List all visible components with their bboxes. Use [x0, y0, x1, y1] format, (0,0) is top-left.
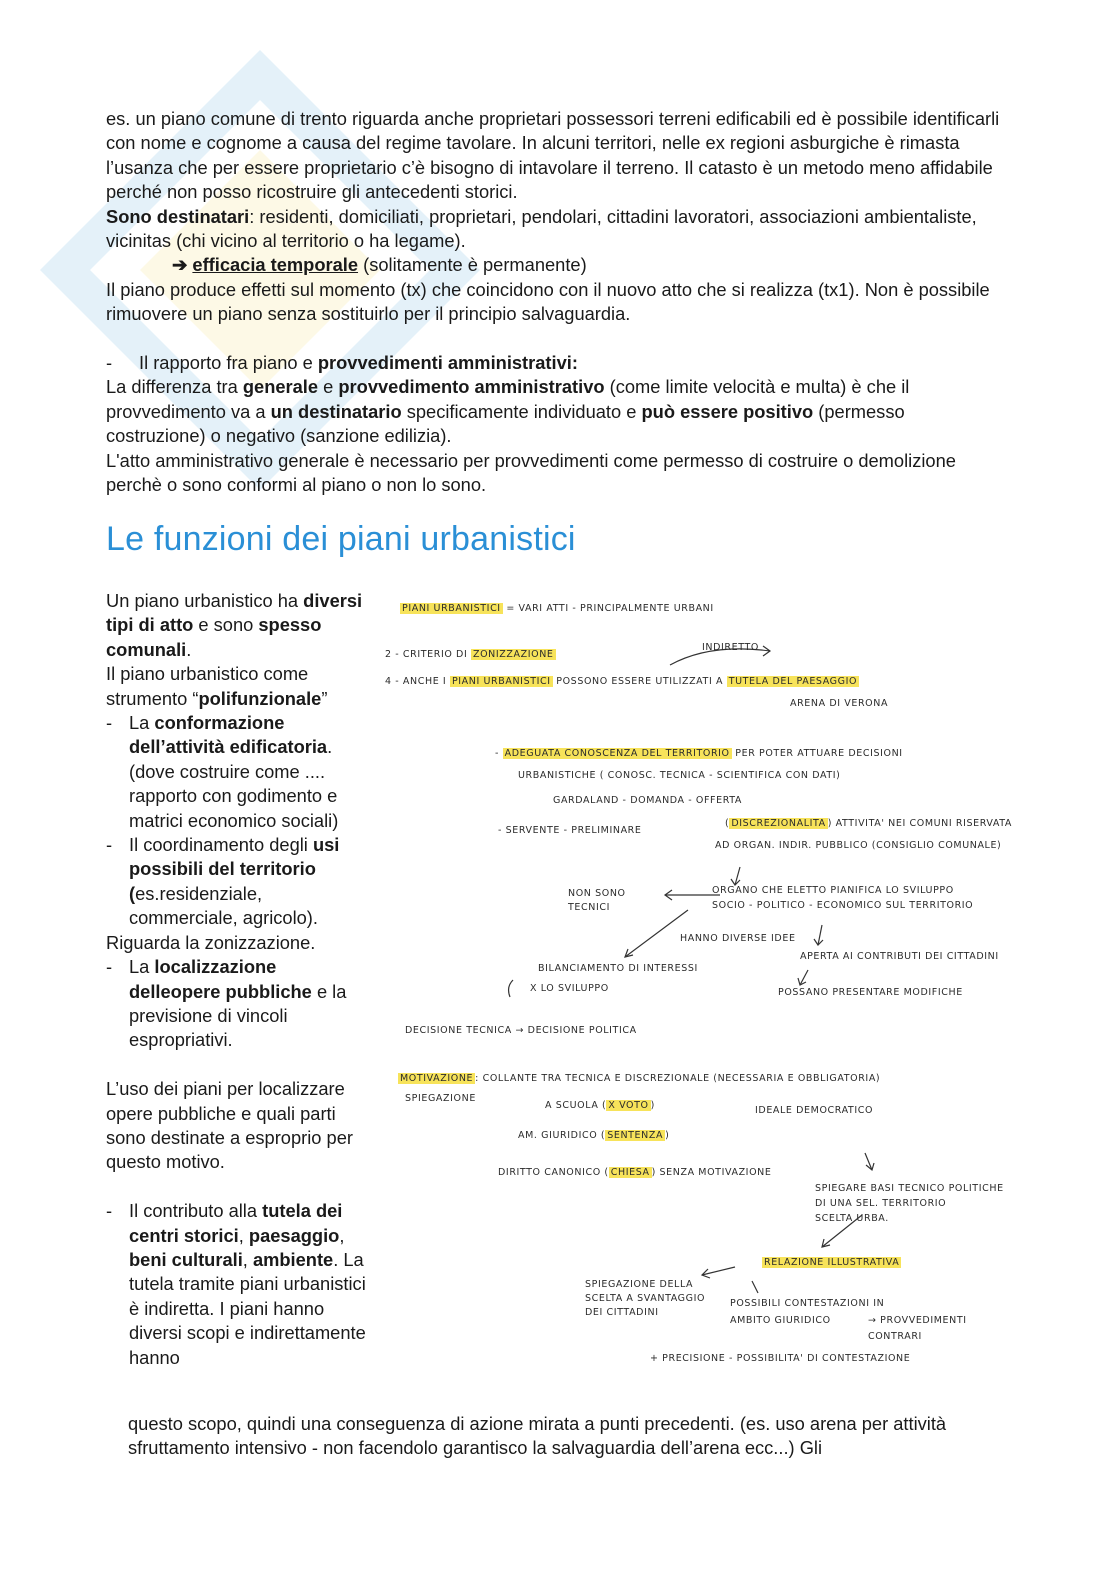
note-3: INDIRETTO [702, 642, 759, 653]
note-17: X LO SVILUPPO [530, 983, 609, 994]
bullet-localizzazione: - La localizzazione delleopere pubbliche e la previsione di vincoli espropriativi. [106, 955, 368, 1053]
note-7: URBANISTICHE ( CONOSC. TECNICA - SCIENTIFICA CON DATI) [518, 770, 841, 781]
note-24: IDEALE DEMOCRATICO [755, 1105, 874, 1116]
note-19: POSSANO PRESENTARE MODIFICHE [778, 987, 963, 998]
note-25: AM. GIURIDICO ( SENTENZA ) [518, 1130, 670, 1141]
left-column: Un piano urbanistico ha diversi tipi di atto e sono spesso comunali. Il piano urbanistico come strumento “polifunzionale” - La conformazione dell’attività edificatoria. (dove costruire come .... rapporto con godimento e matrici economico sociali) - Il coordinamento degli usi possibili del territorio (es.residenziale, commerciale, agricolo). Riguarda la zonizzazione. - La localizzazione delleopere pubbliche e la previsione di vincoli espropriativi. L’uso dei piani per localizzare opere pubbliche e quali parti sono destinate a esproprio per questo motivo. - Il contributo alla tutela dei centri storici, paesaggio, beni culturali, ambiente. La tutela tramite piani urbanistici è indiretta. I piani hanno diversi scopi e indirettamente hanno [106, 589, 368, 1370]
note-15: HANNO DIVERSE IDEE [680, 933, 796, 944]
paragraph-differenza: La differenza tra generale e provvedimento amministrativo (come limite velocità e multa) è che il provvedimento va a un destinatario specificamente individuato e può essere positivo (permesso costruzione) o negativo (sanzione edilizia). [106, 376, 910, 447]
paragraph-atto: L'atto amministrativo generale è necessario per provvedimenti come permesso di costruire o demolizione perchè o sono conformi al piano o non lo sono. [106, 449, 956, 496]
note-5: ARENA DI VERONA [790, 698, 889, 709]
note-28: RELAZIONE ILLUSTRATIVA [764, 1257, 900, 1268]
note-31: → PROVVEDIMENTI CONTRARI [868, 1315, 967, 1342]
bullet-tutela: - Il contributo alla tutela dei centri storici, paesaggio, beni culturali, ambiente. La tutela tramite piani urbanistici è indiretta. I piani hanno diversi scopi e indirettamente hanno [106, 1199, 368, 1370]
note-21: MOTIVAZIONE : COLLANTE TRA TECNICA E DISCREZIONALE (NECESSARIA E OBBLIGATORIA) [400, 1073, 881, 1084]
efficacia-line: ➔ efficacia temporale (solitamente è permanente) [172, 254, 587, 276]
note-2: 2 - CRITERIO DI ZONIZZAZIONE [385, 649, 554, 660]
note-6: - ADEGUATA CONOSCENZA DEL TERRITORIO PER POTER ATTUARE DECISIONI [495, 748, 903, 759]
note-12: NON SONO TECNICI [568, 888, 626, 913]
note-11: AD ORGAN. INDIR. PUBBLICO (CONSIGLIO COMUNALE) [715, 840, 1002, 851]
note-30: POSSIBILI CONTESTAZIONI IN AMBITO GIURIDICO [730, 1298, 885, 1326]
note-16: BILANCIAMENTO DI INTERESSI [538, 963, 698, 974]
note-8: GARDALAND - DOMANDA - OFFERTA [553, 795, 742, 806]
note-13: ORGANO CHE ELETTO PIANIFICA LO SVILUPPO [712, 885, 954, 896]
tail-paragraph: questo scopo, quindi una conseguenza di azione mirata a punti precedenti. (es. uso arena per attività sfruttamento intensivo - non facendolo garantisco la salvaguardia dell’arena ecc...) Gli [128, 1413, 947, 1459]
paragraph-trento: es. un piano comune di trento riguarda anche proprietari possessori terreni edificabili ed è possibile identificarli con nome e cognome a causa del regime tavolare. In alcuni territori, nelle ex regioni asburgiche è rimasta l’usanza che per essere proprietario c’è bisogno di intavolare il terreno. Il catasto è un metodo meno affidabile perché non posso ricostruire gli antecedenti storici. [106, 108, 1000, 203]
bullet-coordinamento: - Il coordinamento degli usi possibili del territorio (es.residenziale, commerciale, agricolo). [106, 833, 368, 931]
note-18: APERTA AI CONTRIBUTI DEI CITTADINI [800, 951, 999, 962]
note-14: SOCIO - POLITICO - ECONOMICO SUL TERRITORIO [712, 900, 974, 911]
bullet-conformazione: - La conformazione dell’attività edificatoria. (dove costruire come .... rapporto con godimento e matrici economico sociali) [106, 711, 368, 833]
note-32: + PRECISIONE - POSSIBILITA' DI CONTESTAZIONE [650, 1353, 911, 1364]
rapporto-bullet: - Il rapporto fra piano e provvedimenti amministrativi: [106, 351, 1006, 375]
note-22: SPIEGAZIONE [405, 1093, 476, 1104]
note-23: A SCUOLA ( X VOTO ) [545, 1100, 655, 1111]
paragraph-effetti: Il piano produce effetti sul momento (tx) che coincidono con il nuovo atto che si realizza (tx1). Non è possibile rimuovere un piano senza sostituirlo per il principio salvaguardia. [106, 278, 990, 325]
note-20: DECISIONE TECNICA → DECISIONE POLITICA [405, 1025, 637, 1036]
note-10: ( DISCREZIONALITA ) ATTIVITA' NEI COMUNI RISERVATA [725, 818, 1013, 829]
notes-arrows [380, 585, 1040, 1385]
note-4: 4 - ANCHE I PIANI URBANISTICI POSSONO ESSERE UTILIZZATI A TUTELA DEL PAESAGGIO [385, 676, 858, 687]
note-29: SPIEGAZIONE DELLA SCELTA A SVANTAGGIO DEI CITTADINI [585, 1279, 706, 1318]
paragraph-uso-piani: L’uso dei piani per localizzare opere pubbliche e quali parti sono destinate a esproprio per questo motivo. [106, 1078, 353, 1173]
note-1: PIANI URBANISTICI = VARI ATTI - PRINCIPALMENTE URBANI [402, 603, 714, 614]
note-9: - SERVENTE - PRELIMINARE [498, 825, 642, 836]
note-27: SPIEGARE BASI TECNICO POLITICHE DI UNA SEL. TERRITORIO SCELTA URBA. [815, 1183, 1004, 1224]
handwritten-notes [380, 585, 1040, 1385]
paragraph-destinatari: Sono destinatari: residenti, domiciliati, proprietari, pendolari, cittadini lavoratori, associazioni ambientaliste, vicinitas (chi vicino al territorio o ha legame). [106, 205, 977, 252]
section-heading: Le funzioni dei piani urbanistici [106, 520, 576, 558]
intro-text [106, 107, 1006, 497]
note-26: DIRITTO CANONICO ( CHIESA ) SENZA MOTIVAZIONE [498, 1167, 772, 1178]
